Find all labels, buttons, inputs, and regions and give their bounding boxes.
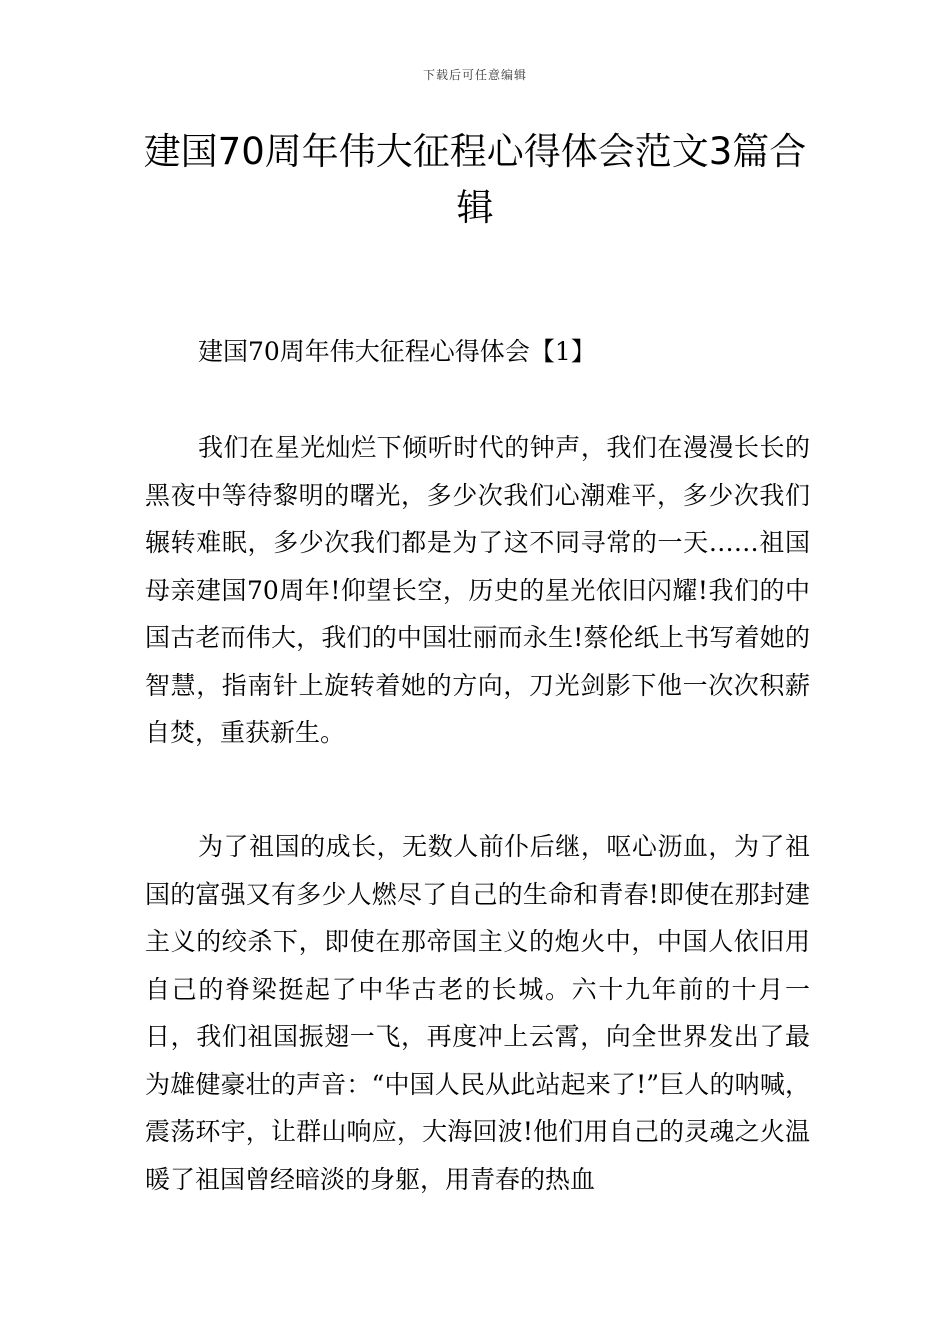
document-title: 建国70周年伟大征程心得体会范文3篇合辑	[143, 130, 807, 229]
header-note: 下载后可任意编辑	[422, 68, 527, 82]
section-heading: 建国70周年伟大征程心得体会【1】	[198, 337, 596, 366]
paragraph: 我们在星光灿烂下倾听时代的钟声，我们在漫漫长长的黑夜中等待黎明的曙光，多少次我们心潮难平，多少次我们辗转难眠，多少次我们都是为了这不同寻常的一天……祖国母亲建国70周年!仰望长空，历史的星光依旧闪耀!我们的中国古老而伟大，我们的中国壮丽而永生!蔡伦纸上书写着她的智慧，指南针上旋转着她的方向，刀光剑影下他一次次积薪自焚，重获新生。	[145, 433, 810, 747]
paragraph: 为了祖国的成长，无数人前仆后继，呕心沥血，为了祖国的富强又有多少人燃尽了自己的生命和青春!即使在那封建主义的绞杀下，即使在那帝国主义的炮火中，中国人依旧用自己的脊梁挺起了中华古老的长城。六十九年前的十月一日，我们祖国振翅一飞，再度冲上云霄，向全世界发出了最为雄健豪壮的声音：“中国人民从此站起来了!”巨人的呐喊，震荡环宇，让群山响应，大海回波!他们用自己的灵魂之火温暖了祖国曾经暗淡的身躯，用青春的热血	[145, 832, 810, 1194]
